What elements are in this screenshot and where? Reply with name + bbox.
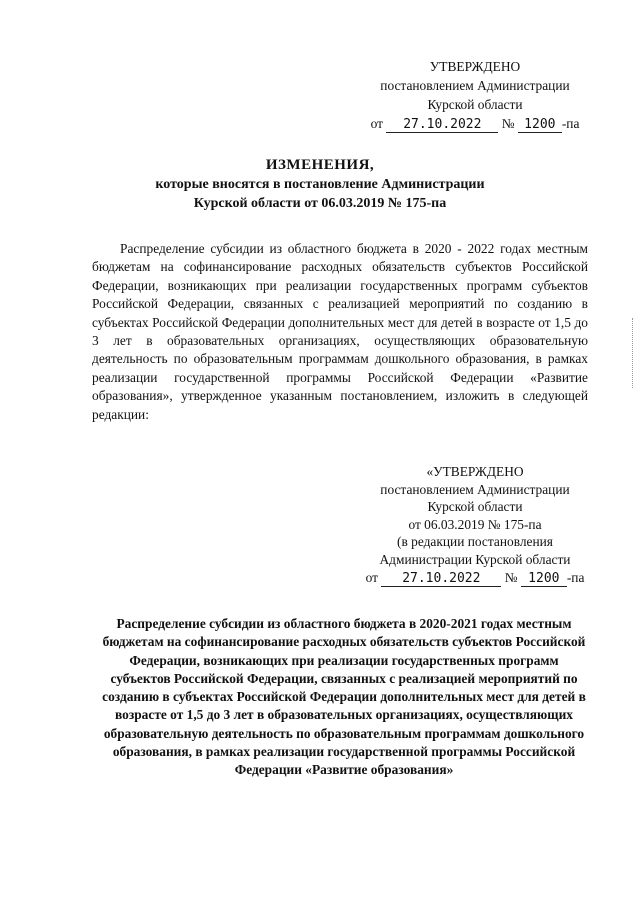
approval-line: постановлением Администрации (380, 78, 570, 93)
approval-line: от 06.03.2019 № 175-па (408, 516, 542, 532)
body-paragraph: Распределение субсидии из областного бюджета в 2020 - 2022 годах местным бюджетам на софинансирование расходных обязательств субъектов Российской Федерации, возникающих при реализации государственных программ субъектов Российской Федерации, связанных с реализацией мероприятий по созданию в субъектах Российской Федерации дополнительных мест для детей в возрасте от 1,5 до 3 лет в образовательных организациях, осуществляющих образовательную деятельность по образовательным программам дошкольного образования, в рамках реализации государственной программы Российской Федерации «Развитие образования», утвержденное указанным постановлением, изложить в следующей редакции: (92, 241, 588, 422)
heading-line: Курской области от 06.03.2019 № 175-па (193, 196, 447, 211)
approval-line: (в редакции постановления (397, 534, 553, 550)
from-label: от (370, 116, 383, 131)
from-label: от (365, 569, 378, 585)
number-suffix: -па (566, 569, 585, 585)
approval-line: постановлением Администрации (380, 481, 570, 497)
number-suffix: -па (561, 116, 580, 131)
heading-title: ИЗМЕНЕНИЯ, (265, 157, 375, 173)
approval-line: Курской области (427, 499, 523, 515)
approval-line: Курской области (427, 97, 523, 112)
handwritten-number: 1200 (521, 571, 567, 587)
approval-stamp-top (360, 57, 590, 133)
approval-stamp-new (350, 463, 600, 587)
distribution-title: Распределение субсидии из областного бюджета в 2020-2021 годах местным бюджетам на софинансирование расходных обязательств субъектов Российской Федерации, возникающих при реализации государственных программ субъектов Российской Федерации, связанных с реализацией мероприятий по созданию в субъектах Российской Федерации дополнительных мест для детей в возрасте от 1,5 до 3 лет в образовательных организациях, осуществляющих образовательную деятельность по образовательным программам дошкольного образования, в рамках реализации государственной программы Российской Федерации «Развитие образования» (102, 616, 586, 778)
handwritten-number: 1200 (518, 117, 562, 133)
approval-title: УТВЕРЖДЕНО (429, 59, 521, 74)
number-label: № (504, 569, 518, 585)
approval-date-number-line (350, 569, 600, 587)
approval-title: «УТВЕРЖДЕНО (426, 464, 524, 479)
number-label: № (501, 116, 515, 131)
scan-edge-mark (632, 318, 636, 388)
approval-date-number-line (360, 114, 590, 133)
approval-line: Администрации Курской области (379, 551, 571, 567)
changes-heading (0, 156, 640, 213)
handwritten-date: 27.10.2022 (386, 117, 498, 133)
heading-line: которые вносятся в постановление Администрации (155, 177, 485, 192)
handwritten-date: 27.10.2022 (381, 571, 501, 587)
